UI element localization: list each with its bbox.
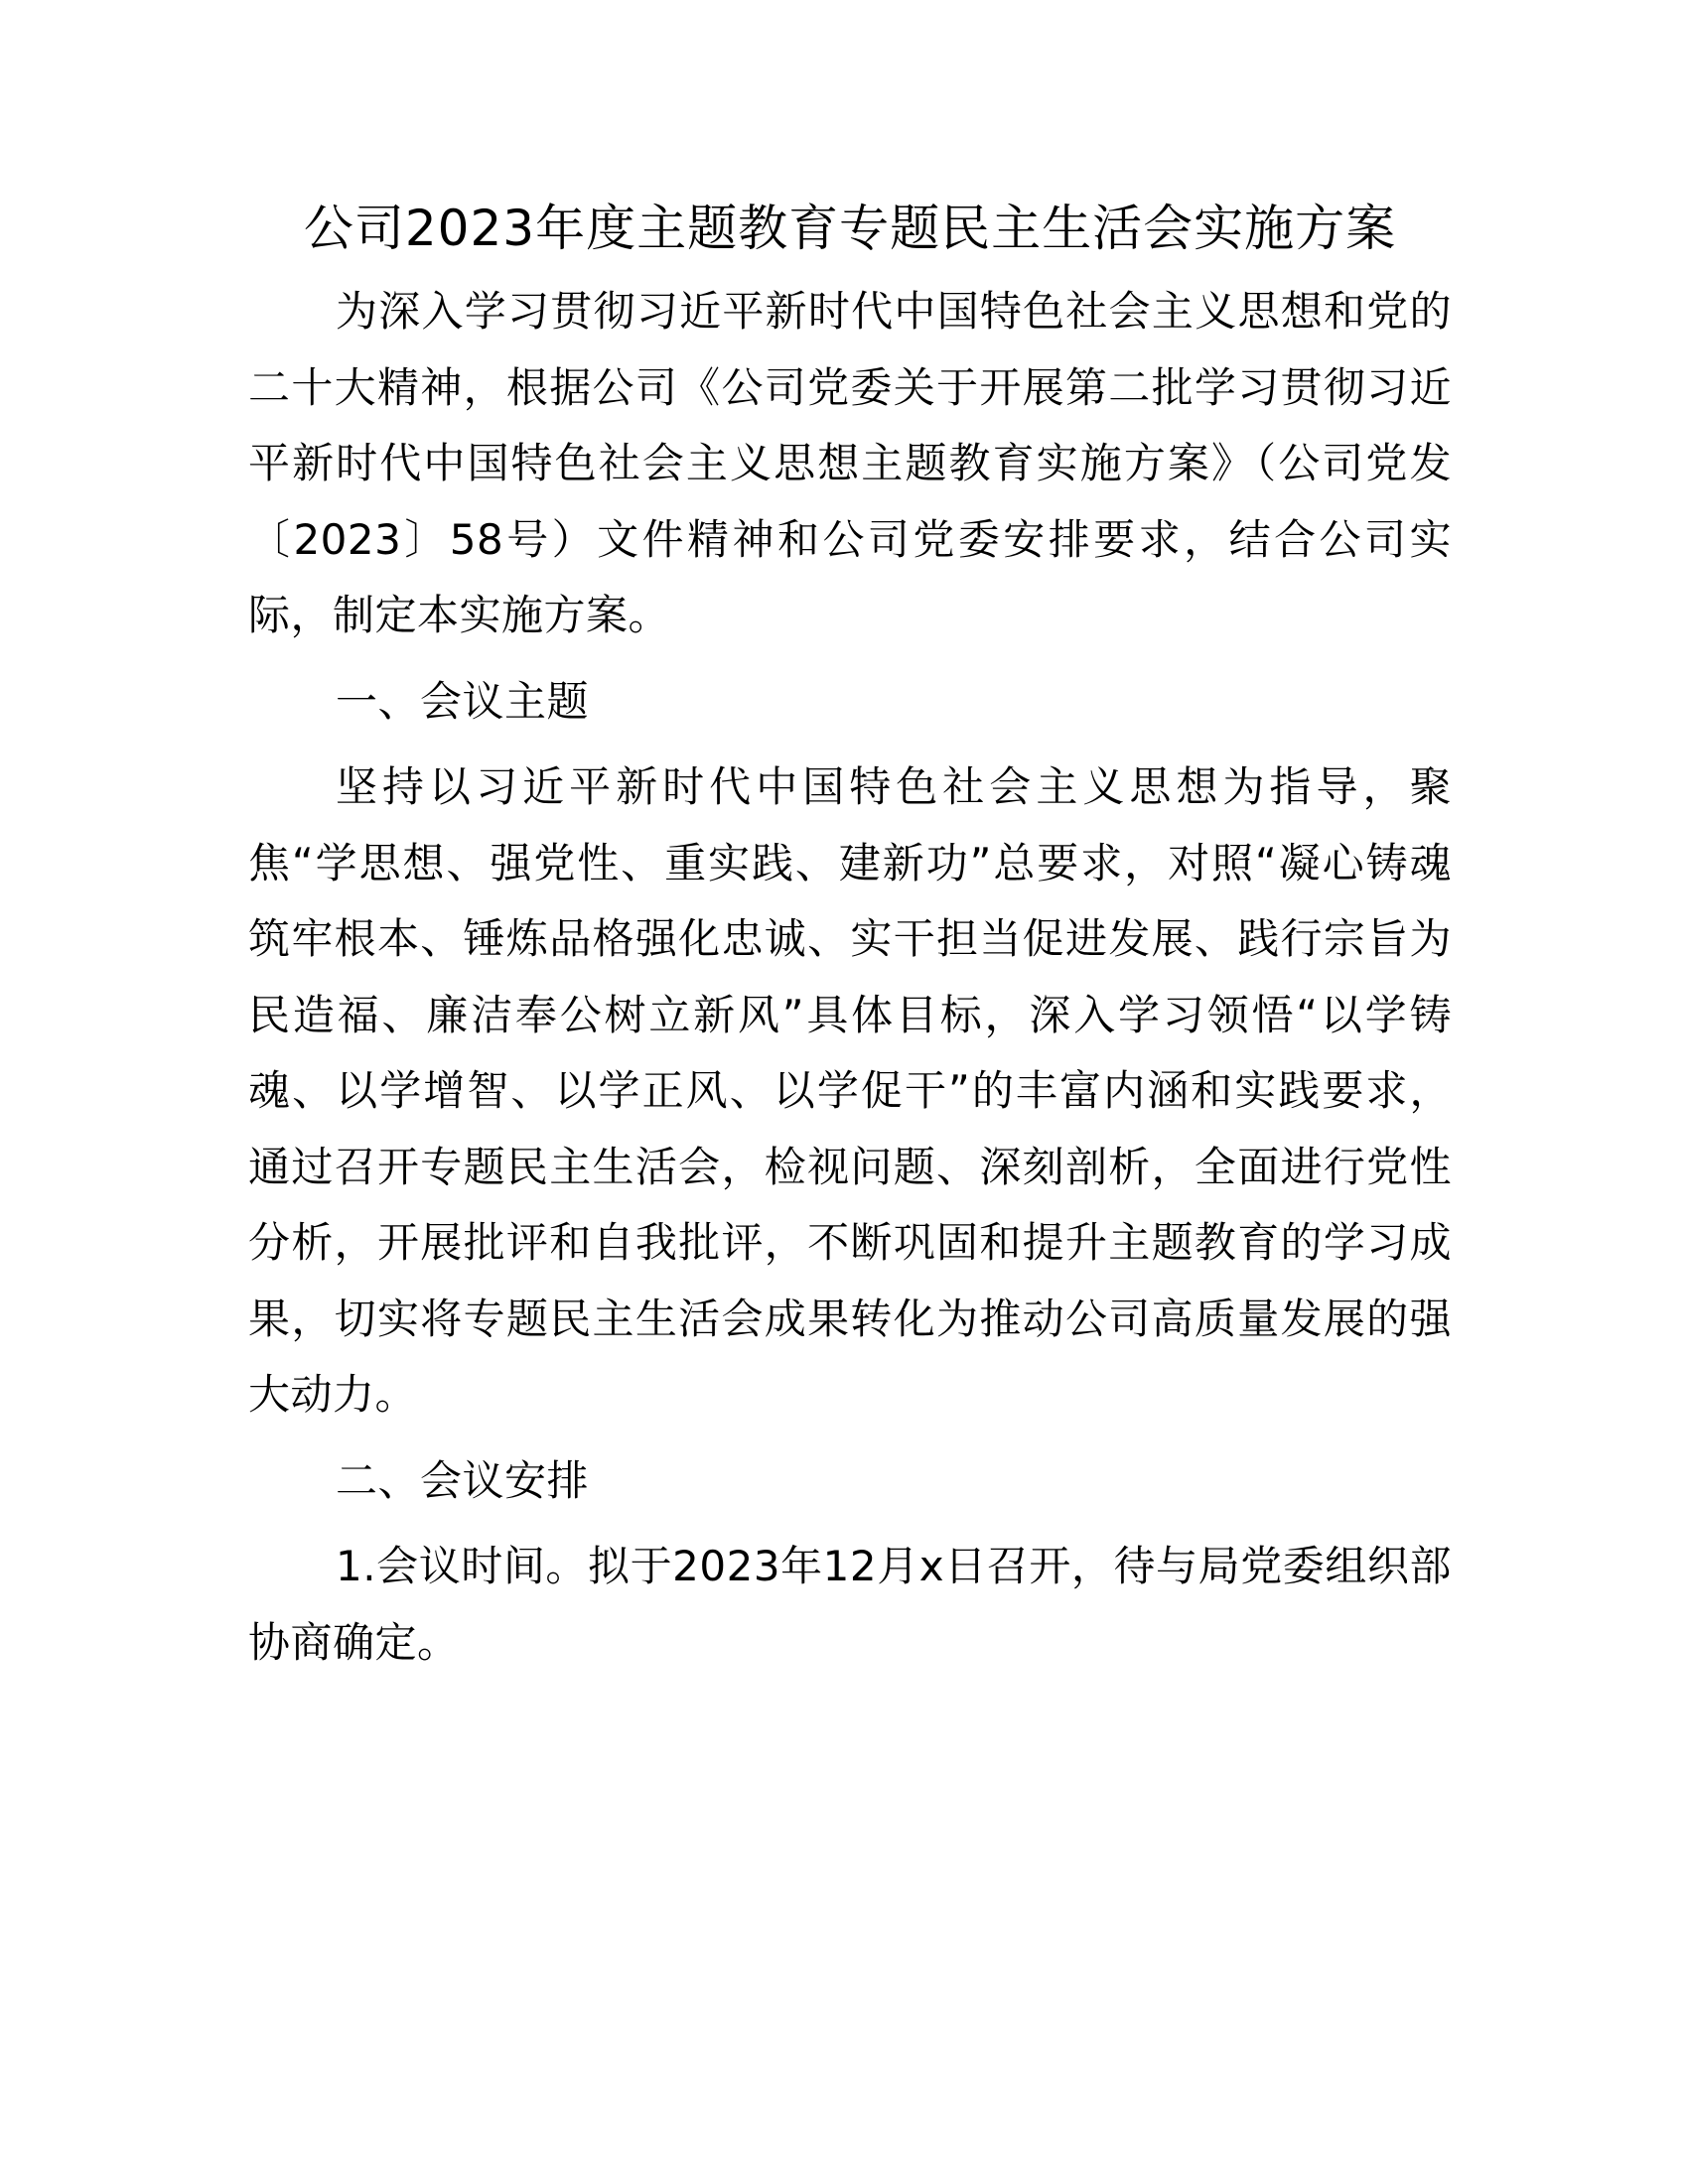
intro-paragraph: 为深入学习贯彻习近平新时代中国特色社会主义思想和党的二十大精神，根据公司《公司党委关于开展第二批学习贯彻习近平新时代中国特色社会主义思想主题教育实施方案》（公司党发〔2023〕58号）文件精神和公司党委安排要求，结合公司实际，制定本实施方案。 [248,287,1452,639]
section-heading-meeting-theme: 一、会议主题 [336,676,590,726]
meeting-theme-paragraph: 坚持以习近平新时代中国特色社会主义思想为指导，聚焦“学思想、强党性、重实践、建新功”总要求，对照“凝心铸魂筑牢根本、锤炼品格强化忠诚、实干担当促进发展、践行宗旨为民造福、廉洁奉公树立新风”具体目标，深入学习领悟“以学铸魂、以学增智、以学正风、以学促干”的丰富内涵和实践要求，通过召开专题民主生活会，检视问题、深刻剖析，全面进行党性分析，开展批评和自我批评，不断巩固和提升主题教育的学习成果，切实将专题民主生活会成果转化为推动公司高质量发展的强大动力。 [248,762,1452,1419]
document-title: 公司2023年度主题教育专题民主生活会实施方案 [303,200,1397,257]
section-heading-meeting-arrangement: 二、会议安排 [336,1455,590,1505]
document-page [248,189,1452,1681]
meeting-time-paragraph: 1.会议时间。拟于2023年12月x日召开，待与局党委组织部协商确定。 [248,1542,1452,1667]
